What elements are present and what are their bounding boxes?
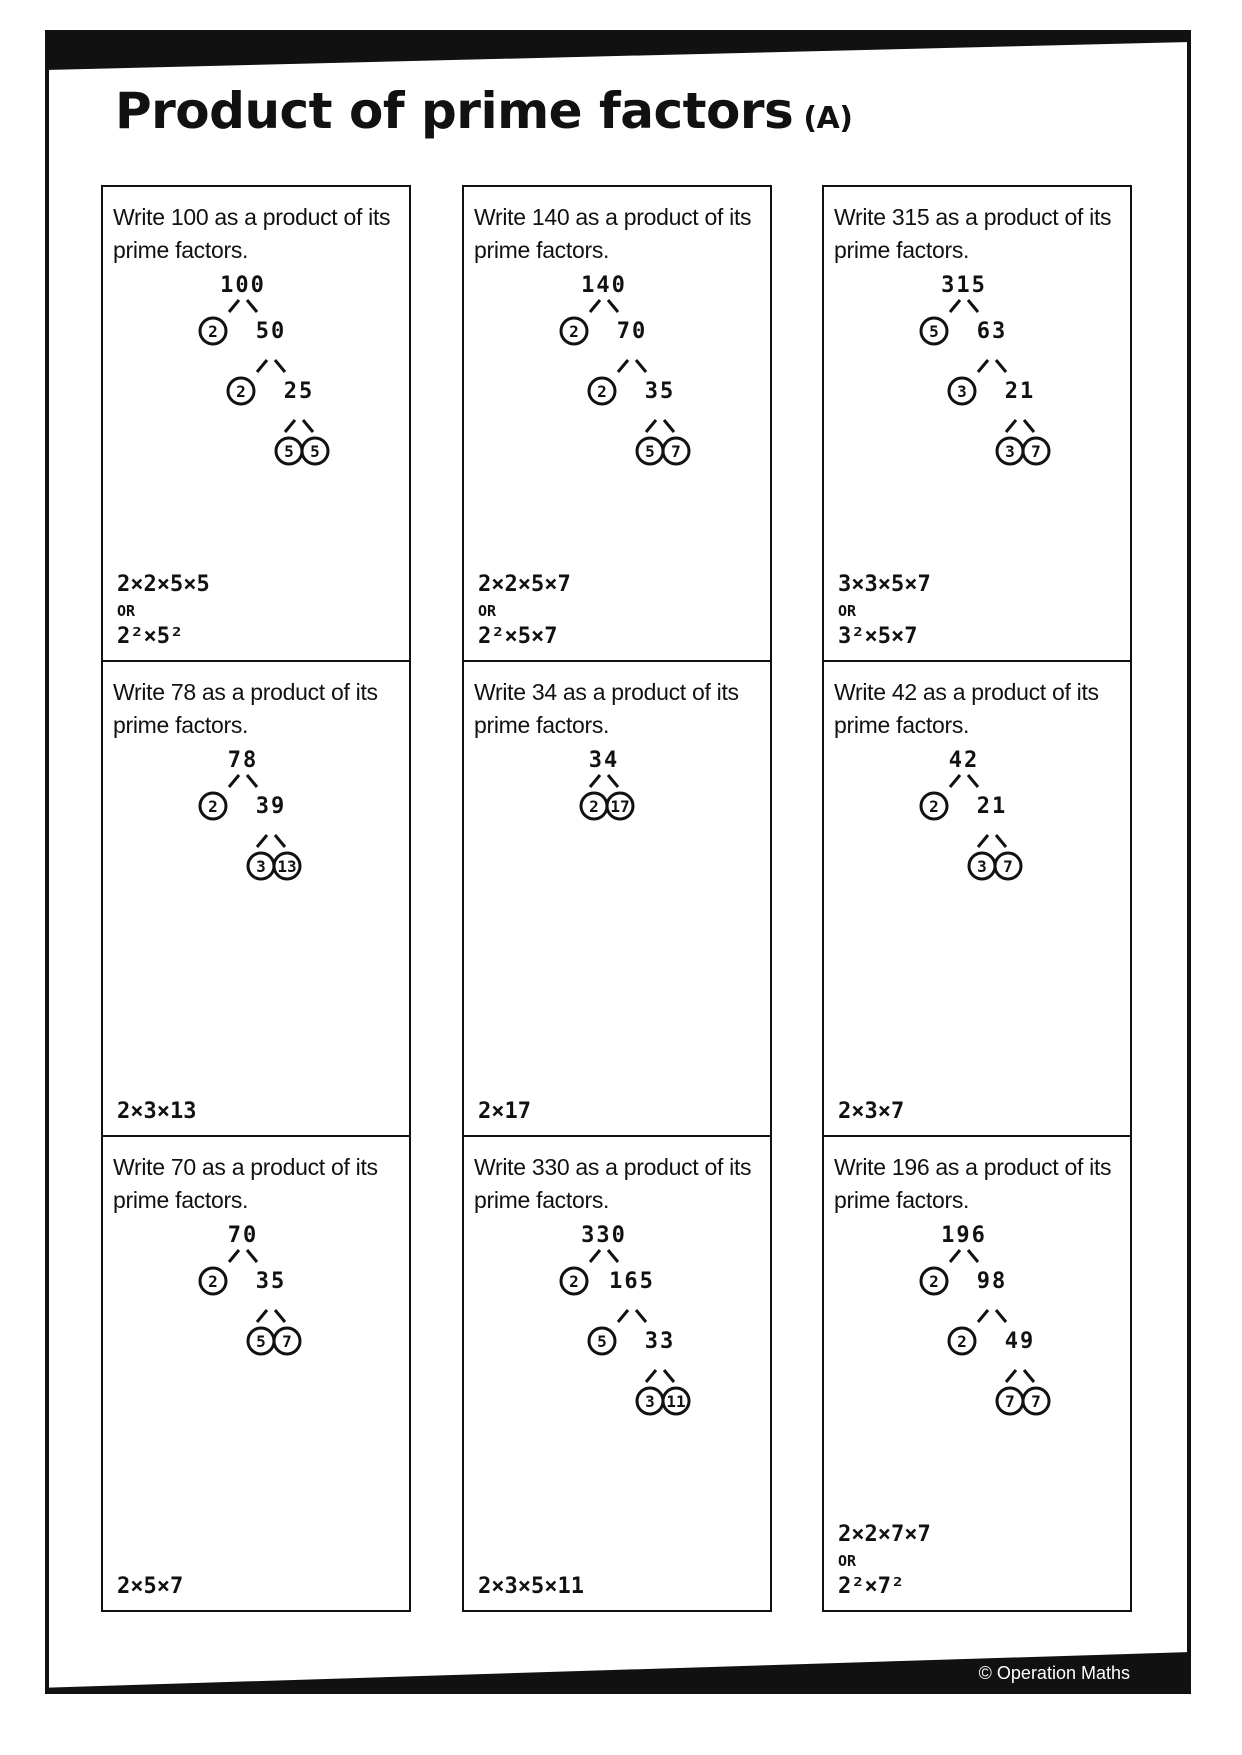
prime-factor: 7 [1031, 1392, 1041, 1411]
tree-branch-left [285, 420, 295, 432]
tree-branch-right [247, 300, 257, 312]
tree-branch-left [229, 1250, 239, 1262]
tree-branch-right [968, 775, 978, 787]
tree-root-number: 78 [227, 748, 259, 773]
composite-factor: 70 [616, 319, 648, 344]
question-cell-1 [101, 185, 411, 662]
composite-factor: 165 [609, 1269, 655, 1294]
tree-branch-right [996, 1310, 1006, 1322]
answer-expanded: 2×5×7 [117, 1574, 184, 1599]
prime-factor: 11 [666, 1392, 686, 1411]
page-title [115, 82, 852, 140]
title-text: Product of prime factors [115, 82, 794, 140]
tree-branch-right [636, 1310, 646, 1322]
prime-factor: 2 [569, 1272, 579, 1291]
answer-expanded: 2×3×5×11 [478, 1574, 584, 1599]
tree-branch-right [664, 1370, 674, 1382]
factor-tree [103, 1137, 409, 1610]
tree-root-number: 330 [581, 1223, 627, 1248]
tree-branch-left [590, 775, 600, 787]
tree-branch-right [275, 1310, 285, 1322]
composite-factor: 35 [255, 1269, 287, 1294]
tree-branch-right [968, 1250, 978, 1262]
prime-factor: 3 [977, 857, 987, 876]
tree-branch-left [646, 420, 656, 432]
prime-factor: 7 [671, 442, 681, 461]
composite-factor: 21 [976, 794, 1008, 819]
composite-factor: 33 [644, 1329, 676, 1354]
answer [478, 1572, 584, 1602]
tree-branch-right [303, 420, 313, 432]
column-3 [822, 185, 1132, 1617]
prime-factor: 5 [597, 1332, 607, 1351]
question-cell-6 [822, 660, 1132, 1137]
answer-expanded: 3×3×5×7 [838, 572, 931, 597]
question-prompt: Write 196 as a product of its prime factors. [834, 1154, 1112, 1213]
tree-branch-left [978, 1310, 988, 1322]
tree-branch-right [636, 360, 646, 372]
prime-factor: 2 [597, 382, 607, 401]
tree-branch-right [664, 420, 674, 432]
copyright-notice: © Operation Maths [978, 1663, 1130, 1683]
prime-factor: 7 [282, 1332, 292, 1351]
tree-branch-right [608, 775, 618, 787]
tree-root-number: 196 [941, 1223, 987, 1248]
answer [838, 570, 931, 652]
question-prompt: Write 70 as a product of its prime factors. [113, 1154, 378, 1213]
answer-or: OR [838, 602, 857, 620]
answer-index-form: 2²×5×7 [478, 624, 558, 649]
prime-factor: 3 [256, 857, 266, 876]
tree-branch-left [950, 300, 960, 312]
factor-tree [103, 662, 409, 1135]
tree-root-number: 34 [588, 748, 620, 773]
tree-branch-left [257, 835, 267, 847]
answer-index-form: 2²×5² [117, 624, 184, 649]
tree-branch-left [950, 1250, 960, 1262]
answer-expanded: 2×3×13 [117, 1099, 197, 1124]
tree-branch-right [608, 1250, 618, 1262]
tree-branch-left [257, 360, 267, 372]
tree-root-number: 42 [948, 748, 980, 773]
answer [838, 1097, 904, 1127]
prime-factor: 3 [957, 382, 967, 401]
question-cell-2 [462, 185, 772, 662]
question-cell-4 [101, 660, 411, 1137]
prime-factor: 5 [310, 442, 320, 461]
tree-branch-left [1006, 420, 1016, 432]
title-suffix: (A) [803, 101, 853, 136]
answer-index-form: 3²×5×7 [838, 624, 918, 649]
tree-branch-left [590, 1250, 600, 1262]
composite-factor: 49 [1004, 1329, 1036, 1354]
tree-branch-right [1024, 1370, 1034, 1382]
tree-branch-left [229, 775, 239, 787]
prime-factor: 2 [236, 382, 246, 401]
tree-branch-right [608, 300, 618, 312]
answer-expanded: 2×2×7×7 [838, 1522, 931, 1547]
tree-branch-left [229, 300, 239, 312]
factor-tree [464, 662, 770, 1135]
prime-factor: 7 [1005, 1392, 1015, 1411]
tree-branch-right [247, 775, 257, 787]
prime-factor: 17 [610, 797, 630, 816]
tree-branch-right [1024, 420, 1034, 432]
prime-factor: 5 [929, 322, 939, 341]
composite-factor: 63 [976, 319, 1008, 344]
prime-factor: 5 [284, 442, 294, 461]
tree-root-number: 100 [220, 273, 266, 298]
tree-branch-left [618, 360, 628, 372]
tree-branch-right [275, 360, 285, 372]
composite-factor: 39 [255, 794, 287, 819]
prime-factor: 2 [569, 322, 579, 341]
tree-branch-left [978, 835, 988, 847]
question-prompt: Write 100 as a product of its prime factors. [113, 204, 391, 263]
composite-factor: 21 [1004, 379, 1036, 404]
column-2 [462, 185, 772, 1617]
prime-factor: 13 [277, 857, 297, 876]
composite-factor: 98 [976, 1269, 1008, 1294]
tree-branch-left [950, 775, 960, 787]
answer [838, 1520, 931, 1602]
tree-branch-right [996, 835, 1006, 847]
question-prompt: Write 34 as a product of its prime factors. [474, 679, 739, 738]
tree-branch-right [968, 300, 978, 312]
tree-branch-left [646, 1370, 656, 1382]
tree-root-number: 140 [581, 273, 627, 298]
tree-root-number: 70 [227, 1223, 259, 1248]
question-prompt: Write 78 as a product of its prime factors. [113, 679, 378, 738]
tree-branch-left [590, 300, 600, 312]
prime-factor: 5 [645, 442, 655, 461]
prime-factor: 2 [208, 322, 218, 341]
answer [117, 1572, 183, 1602]
prime-factor: 3 [645, 1392, 655, 1411]
tree-branch-right [275, 835, 285, 847]
factor-tree [824, 662, 1130, 1135]
question-cell-5 [462, 660, 772, 1137]
prime-factor: 3 [1005, 442, 1015, 461]
tree-branch-left [618, 1310, 628, 1322]
prime-factor: 2 [957, 1332, 967, 1351]
tree-branch-left [978, 360, 988, 372]
answer-expanded: 2×17 [478, 1099, 531, 1124]
question-cell-8 [462, 1135, 772, 1612]
prime-factor: 2 [208, 797, 218, 816]
prime-factor: 2 [589, 797, 599, 816]
prime-factor: 7 [1031, 442, 1041, 461]
question-prompt: Write 140 as a product of its prime factors. [474, 204, 752, 263]
composite-factor: 25 [283, 379, 315, 404]
prime-factor: 2 [929, 797, 939, 816]
composite-factor: 50 [255, 319, 287, 344]
question-prompt: Write 330 as a product of its prime factors. [474, 1154, 752, 1213]
column-1 [101, 185, 411, 1617]
prime-factor: 2 [208, 1272, 218, 1291]
answer-expanded: 2×3×7 [838, 1099, 905, 1124]
question-cell-3 [822, 185, 1132, 662]
prime-factor: 7 [1003, 857, 1013, 876]
answer [117, 1097, 196, 1127]
prime-factor: 2 [929, 1272, 939, 1291]
prime-factor: 5 [256, 1332, 266, 1351]
answer-or: OR [117, 602, 136, 620]
answer-index-form: 2²×7² [838, 1574, 905, 1599]
question-prompt: Write 42 as a product of its prime factors. [834, 679, 1099, 738]
question-cell-7 [101, 1135, 411, 1612]
tree-branch-right [247, 1250, 257, 1262]
answer-expanded: 2×2×5×7 [478, 572, 571, 597]
tree-root-number: 315 [941, 273, 987, 298]
answer [117, 570, 210, 652]
tree-branch-right [996, 360, 1006, 372]
composite-factor: 35 [644, 379, 676, 404]
tree-branch-left [1006, 1370, 1016, 1382]
answer-or: OR [478, 602, 497, 620]
factor-tree [464, 1137, 770, 1610]
answer-or: OR [838, 1552, 857, 1570]
question-cell-9 [822, 1135, 1132, 1612]
answer [478, 1097, 531, 1127]
tree-branch-left [257, 1310, 267, 1322]
answer-expanded: 2×2×5×5 [117, 572, 210, 597]
answer [478, 570, 571, 652]
question-prompt: Write 315 as a product of its prime factors. [834, 204, 1112, 263]
